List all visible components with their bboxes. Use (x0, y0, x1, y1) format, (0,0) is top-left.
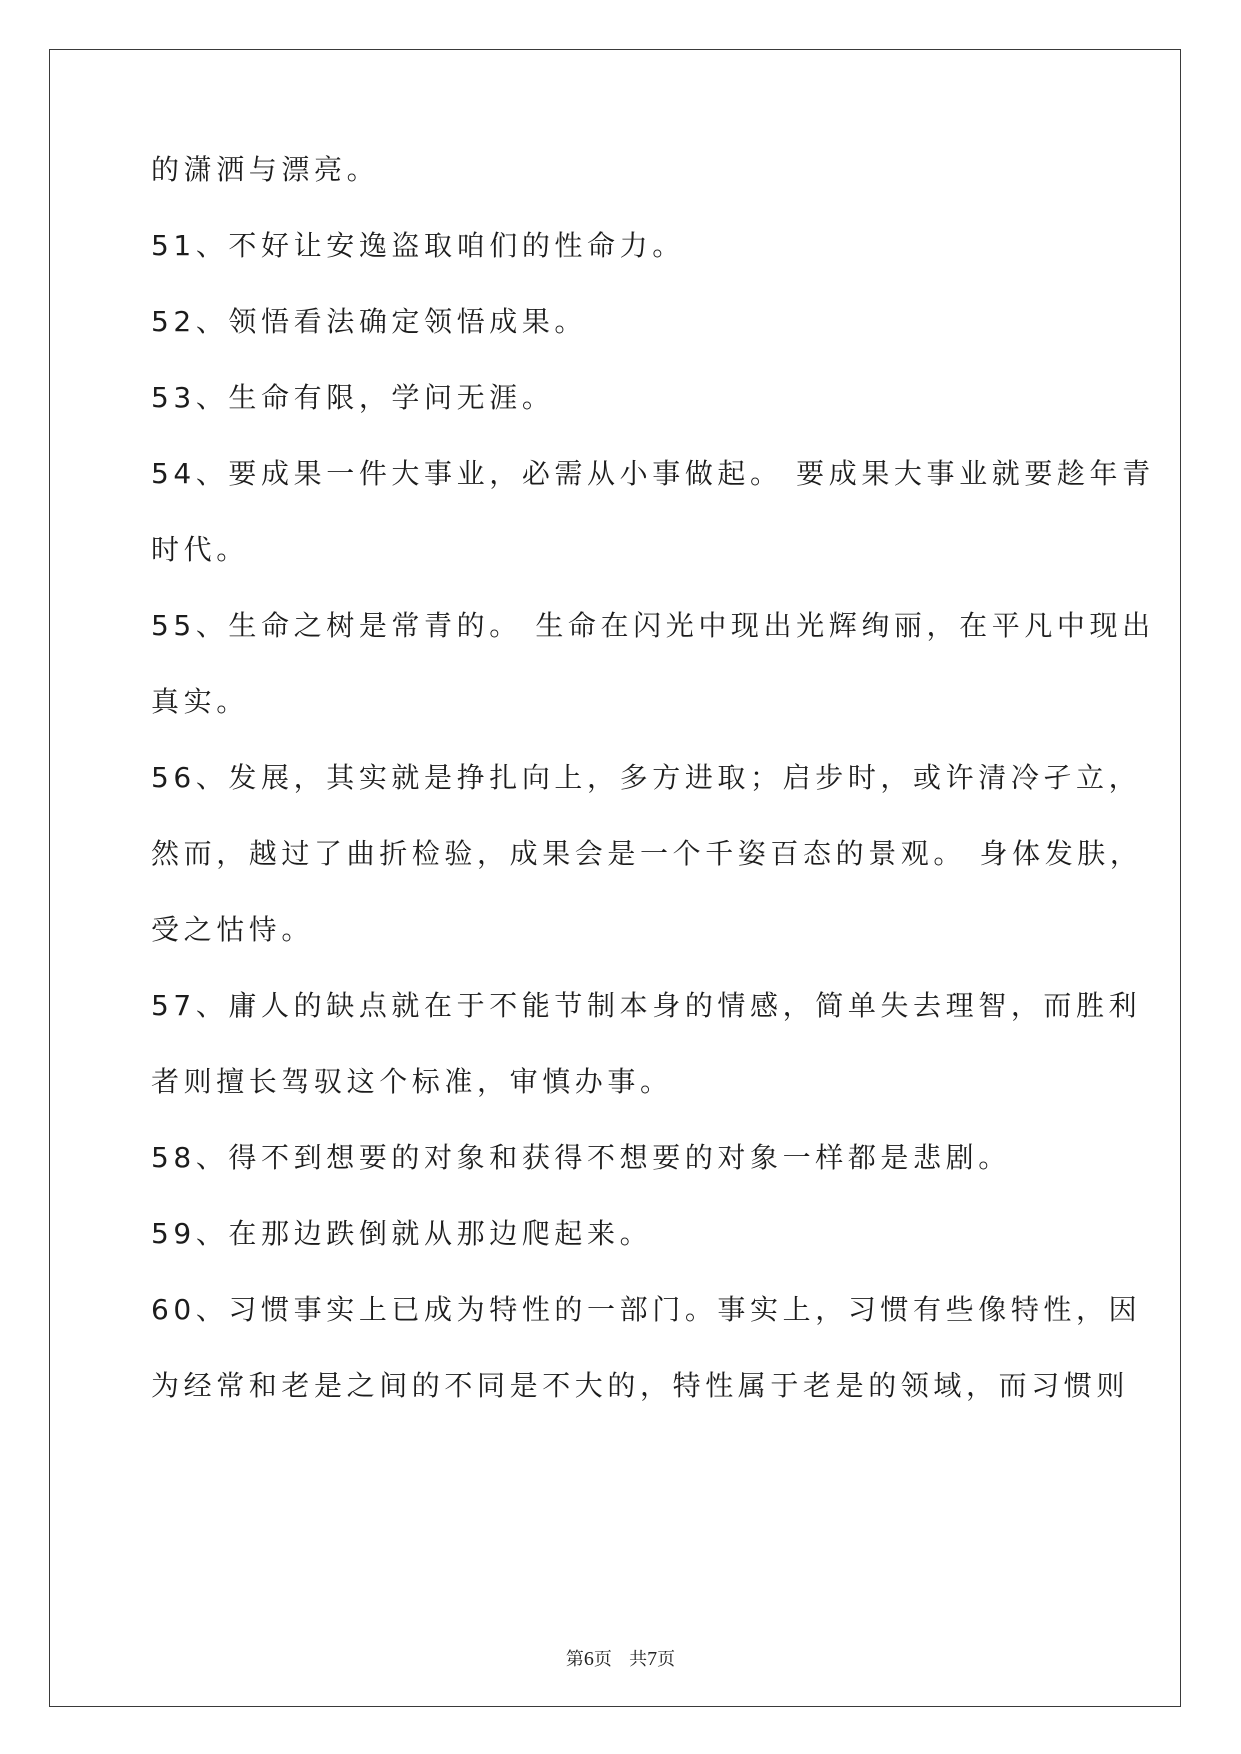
text-line: 52、领悟看法确定领悟成果。 (151, 305, 588, 338)
text-line: 53、生命有限，学问无涯。 (151, 381, 555, 414)
text-line: 55、生命之树是常青的。 生命在闪光中现出光辉绚丽，在平凡中现出 (151, 609, 1155, 642)
footer-total-prefix: 共 (629, 1649, 648, 1670)
text-line: 的潇洒与漂亮。 (151, 153, 380, 186)
text-line: 受之怙恃。 (151, 913, 315, 946)
text-line: 59、在那边跌倒就从那边爬起来。 (151, 1217, 653, 1250)
footer-page-unit: 页 (593, 1649, 612, 1670)
text-line: 者则擅长驾驭这个标准，审慎办事。 (151, 1065, 673, 1098)
text-line: 60、习惯事实上已成为特性的一部门。事实上，习惯有些像特性，因 (151, 1293, 1142, 1326)
text-line: 51、不好让安逸盗取咱们的性命力。 (151, 229, 685, 262)
footer-total-unit: 页 (657, 1649, 676, 1670)
text-line: 58、得不到想要的对象和获得不想要的对象一样都是悲剧。 (151, 1141, 1011, 1174)
text-line: 57、庸人的缺点就在于不能节制本身的情感，简单失去理智，而胜利 (151, 989, 1142, 1022)
text-line: 为经常和老是之间的不同是不大的，特性属于老是的领域，而习惯则 (151, 1369, 1130, 1402)
total-page-number: 7 (647, 1648, 658, 1670)
current-page-number: 6 (583, 1648, 594, 1670)
footer-prefix: 第 (565, 1649, 584, 1670)
text-line: 真实。 (151, 685, 249, 718)
text-line: 54、要成果一件大事业，必需从小事做起。 要成果大事业就要趁年青 (151, 457, 1155, 490)
page-border (49, 49, 1181, 1707)
text-line: 56、发展，其实就是挣扎向上，多方进取；启步时，或许清冷孑立， (151, 761, 1142, 794)
text-line: 时代。 (151, 533, 249, 566)
page-footer (0, 1647, 1241, 1672)
text-line: 然而，越过了曲折检验，成果会是一个千姿百态的景观。 身体发肤， (151, 837, 1143, 870)
